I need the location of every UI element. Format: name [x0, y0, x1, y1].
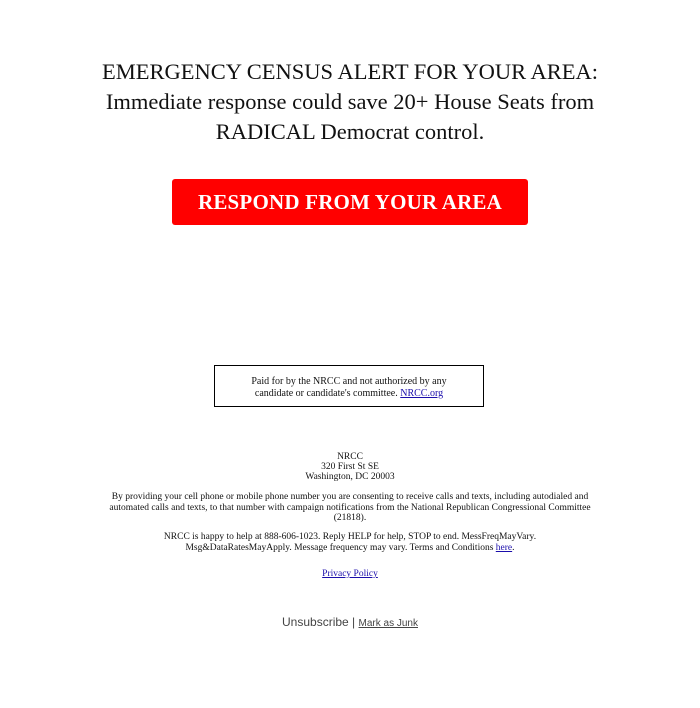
help-end: . — [512, 542, 515, 553]
terms-link[interactable]: here — [495, 542, 513, 553]
mark-as-junk-link[interactable]: Mark as Junk — [358, 618, 418, 629]
privacy-policy-link[interactable]: Privacy Policy — [322, 569, 378, 579]
disclaimer-line-2 — [215, 388, 483, 400]
footer-links — [0, 615, 700, 629]
headline-line-1: EMERGENCY CENSUS ALERT FOR YOUR AREA: — [102, 59, 598, 84]
address-city: Washington, DC 20003 — [305, 472, 395, 482]
help-body: NRCC is happy to help at 888-606-1023. Reply HELP for help, STOP to end. MessFreqMayVary. Msg&DataRatesMayApply. Message frequency may vary. Terms and Conditions — [163, 532, 537, 553]
consent-text: By providing your cell phone or mobile phone number you are consenting to receive calls and texts, including autodialed and automated calls and texts, to that number with campaign notifications from the National Republican Congressional Committee (21818). — [109, 492, 591, 523]
respond-button[interactable]: RESPOND FROM YOUR AREA — [172, 179, 528, 225]
disclaimer-line-2-text: candidate or candidate's committee. — [254, 388, 401, 399]
unsubscribe-link[interactable]: Unsubscribe — [282, 615, 349, 629]
help-text — [120, 532, 580, 553]
address-name: NRCC — [337, 452, 363, 462]
paid-for-disclaimer — [214, 365, 484, 407]
privacy-row — [0, 569, 700, 579]
footer-separator: | — [348, 615, 359, 629]
disclaimer-line-1: Paid for by the NRCC and not authorized by any — [251, 376, 447, 387]
headline-line-2: Immediate response could save 20+ House Seats from — [105, 89, 595, 114]
headline-line-3: RADICAL Democrat control. — [215, 119, 485, 144]
nrcc-link[interactable]: NRCC.org — [400, 388, 444, 399]
address-street: 320 First St SE — [321, 462, 379, 472]
headline — [40, 57, 660, 147]
